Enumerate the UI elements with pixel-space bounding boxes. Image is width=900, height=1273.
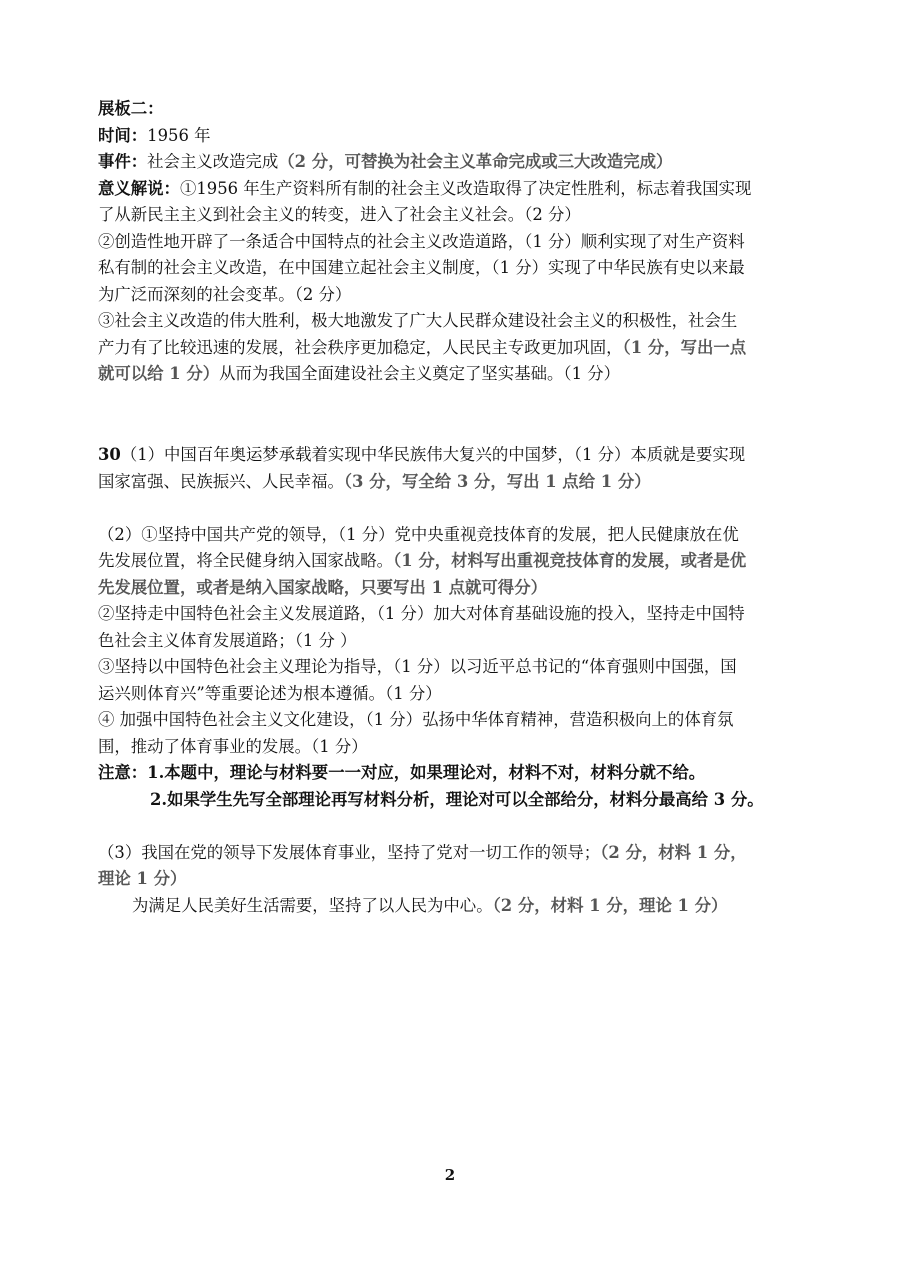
question-number: 30 bbox=[98, 445, 121, 464]
q30-1-b-text: 国家富强、民族振兴、人民幸福。 bbox=[98, 471, 344, 491]
meaning-1a-text: ①1956 年生产资料所有制的社会主义改造取得了决定性胜利，标志着我国实现 bbox=[179, 178, 752, 198]
meaning-line-2a: ②创造性地开辟了一条适合中国特点的社会主义改造道路，（1 分）顺利实现了对生产资料 bbox=[98, 231, 745, 251]
event-note: （2 分，可替换为社会主义革命完成或三大改造完成） bbox=[278, 152, 673, 171]
meaning-line-1b: 了从新民主主义到社会主义的转变，进入了社会主义社会。（2 分） bbox=[98, 205, 581, 224]
meaning-line-1a bbox=[98, 176, 818, 203]
q30-2-p2-line-a: ②坚持走中国特色社会主义发展道路，（1 分）加大对体育基础设施的投入，坚持走中国特 bbox=[98, 604, 745, 623]
note-line-2: 2.如果学生先写全部理论再写材料分析，理论对可以全部给分，材料分最高给 3 分。 bbox=[150, 789, 764, 809]
meaning-line-3b bbox=[98, 335, 818, 362]
event-label: 事件： bbox=[98, 152, 148, 171]
board-event bbox=[98, 149, 818, 176]
note-line-1 bbox=[98, 760, 818, 787]
meaning-3b-note: （1 分，写出一点 bbox=[622, 337, 747, 357]
q30-2-p1-line-b bbox=[98, 548, 818, 575]
q30-1-line-a bbox=[98, 442, 818, 469]
time-value: 1956 年 bbox=[147, 125, 211, 145]
q30-3-line-c bbox=[98, 893, 818, 920]
meaning-3c-note: 就可以给 1 分） bbox=[98, 364, 220, 383]
q30-3-c-note: （2 分，材料 1 分，理论 1 分） bbox=[492, 895, 728, 915]
q30-1-b-note: （3 分，写全给 3 分，写出 1 点给 1 分） bbox=[343, 471, 651, 491]
meaning-line-3c bbox=[98, 361, 818, 388]
board-heading: 展板二： bbox=[98, 99, 164, 118]
q30-3-line-a bbox=[98, 840, 818, 867]
meaning-line-3a: ③社会主义改造的伟大胜利，极大地激发了广大人民群众建设社会主义的积极性，社会生 bbox=[98, 311, 738, 330]
q30-3-line-b: 理论 1 分） bbox=[98, 869, 187, 888]
meaning-3b-text: 产力有了比较迅速的发展，社会秩序更加稳定，人民民主专政更加巩固， bbox=[98, 337, 623, 357]
q30-2-p4-line-b: 围，推动了体育事业的发展。（1 分） bbox=[98, 736, 368, 756]
q30-3-c-text: 为满足人民美好生活需要，坚持了以人民为中心。 bbox=[132, 895, 493, 915]
page-number: 2 bbox=[444, 1166, 456, 1184]
q30-2-p1-line-a: （2）①坚持中国共产党的领导，（1 分）党中央重视竞技体育的发展，把人民健康放在优 bbox=[98, 524, 739, 544]
q30-1-line-b bbox=[98, 469, 818, 496]
q30-3-a-note: （2 分，材料 1 分， bbox=[600, 842, 747, 862]
q30-2-p1-b-text: 先发展位置，将全民健身纳入国家战略。 bbox=[98, 551, 394, 570]
event-value: 社会主义改造完成 bbox=[147, 152, 279, 171]
q30-2-p1-b-note: （1 分，材料写出重视竞技体育的发展，或者是优 bbox=[393, 551, 747, 570]
board-time bbox=[98, 123, 818, 150]
answer-sheet bbox=[98, 96, 818, 919]
q30-2-p4-line-a: ④ 加强中国特色社会主义文化建设，（1 分）弘扬中华体育精神，营造积极向上的体育氛 bbox=[98, 710, 734, 729]
meaning-line-2c: 为广泛而深刻的社会变革。（2 分） bbox=[98, 284, 352, 304]
q30-2-p2-line-b: 色社会主义体育发展道路；（1 分 ） bbox=[98, 630, 357, 650]
note-label: 注意： bbox=[98, 763, 148, 782]
meaning-line-2b: 私有制的社会主义改造，在中国建立起社会主义制度，（1 分）实现了中华民族有史以来最 bbox=[98, 258, 745, 277]
q30-2-p1-line-c: 先发展位置，或者是纳入国家战略，只要写出 1 点就可得分） bbox=[98, 577, 547, 597]
meaning-3c-text: 从而为我国全面建设社会主义奠定了坚实基础。（1 分） bbox=[219, 364, 620, 383]
q30-1-a-text: （1）中国百年奥运梦承载着实现中华民族伟大复兴的中国梦，（1 分）本质就是要实现 bbox=[120, 445, 746, 464]
time-label: 时间： bbox=[98, 125, 148, 145]
meaning-label: 意义解说： bbox=[98, 178, 180, 198]
note-1-text: 1.本题中，理论与材料要一一对应，如果理论对，材料不对，材料分就不给。 bbox=[147, 763, 706, 782]
q30-3-a-text: （3）我国在党的领导下发展体育事业，坚持了党对一切工作的领导； bbox=[98, 842, 601, 862]
q30-2-p3-line-b: 运兴则体育兴”等重要论述为根本遵循。（1 分） bbox=[98, 683, 442, 703]
q30-2-p3-line-a: ③坚持以中国特色社会主义理论为指导，（1 分）以习近平总书记的“体育强则中国强，国 bbox=[98, 657, 737, 676]
